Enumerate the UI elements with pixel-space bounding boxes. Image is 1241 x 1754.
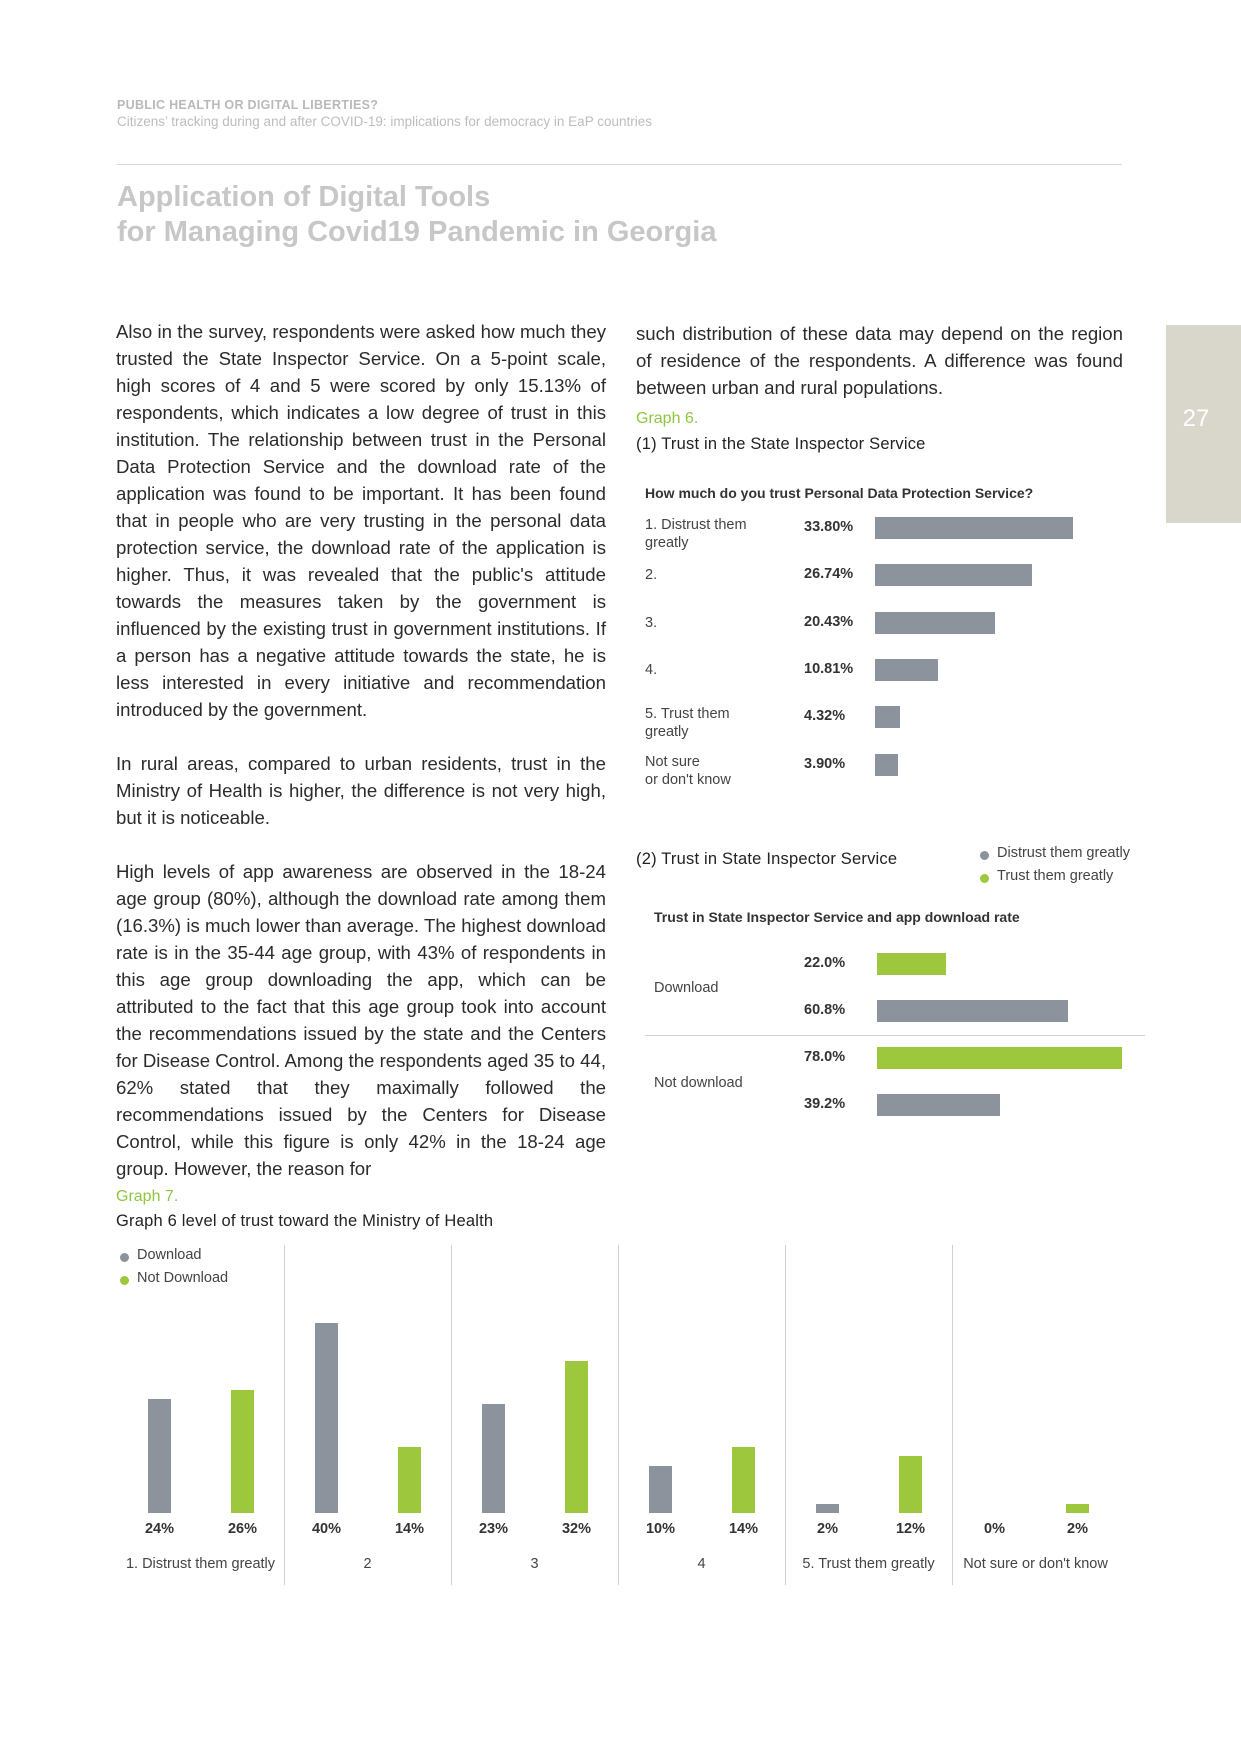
chart1-title: How much do you trust Personal Data Protection Service? (645, 485, 1034, 501)
chapter-title (117, 180, 1017, 250)
running-head-title: PUBLIC HEALTH OR DIGITAL LIBERTIES? (117, 98, 379, 112)
chart1-category-label: 3. (645, 614, 658, 631)
chart2-bar-trust-not-download (877, 1047, 1122, 1069)
graph6-part1-title: (1) Trust in the State Inspector Service (636, 435, 926, 453)
chart2-bar-trust-download (877, 953, 946, 975)
chart3-value-label: 26% (227, 1521, 258, 1537)
chart3-category-5-trust-them-greatly: 5. Trust them greatly (802, 1556, 935, 1572)
chart1-value-label: 20.43% (804, 613, 854, 630)
chart3-value-label: 0% (984, 1521, 1005, 1537)
chart2-value-label: 39.2% (804, 1096, 846, 1112)
chart1-category-label: 1. Distrust them greatly (645, 517, 747, 551)
chart1-bar-not-sure-or-don-t-know (875, 754, 898, 776)
graph7-label: Graph 7. (116, 1188, 179, 1205)
legend-dot-distrust (980, 851, 989, 860)
chart3-bar-download-4 (649, 1466, 672, 1514)
chart2-category-download: Download (654, 980, 719, 996)
chart3-value-label: 14% (728, 1521, 759, 1537)
graph7-title: Graph 6 level of trust toward the Ministry of Health (116, 1212, 494, 1230)
chart1-category-label: 5. Trust them greatly (645, 706, 730, 741)
chart3-group-separator (785, 1245, 786, 1585)
chart2-title: Trust in State Inspector Service and app download rate (654, 909, 1020, 925)
body-paragraph-1: Also in the survey, respondents were asked how much they trusted the State Inspector Service. On a 5-point scale, high scores of 4 and 5 were scored by only 15.13% of respondents, which indicates a low degree of trust in this institution. The relationship between trust in the Personal Data Protection Service and the download rate of the application was found to be important. It has been found that in people who are very trusting in the personal data protection service, the download rate of the application is higher. Thus, it was revealed that the public's attitude towards the measures taken by the government is influenced by the existing trust in government institutions. If a person has a negative attitude towards the state, he is less interested in every initiative and recommendation introduced by the government. (116, 321, 606, 720)
legend-label-not-download: Not Download (137, 1270, 229, 1286)
chart3-value-label: 12% (895, 1521, 926, 1537)
chart3-category-not-sure-or-don-t-know: Not sure or don't know (963, 1556, 1108, 1572)
legend-label-trust: Trust them greatly (997, 868, 1114, 884)
chapter-title-line-2: for Managing Covid19 Pandemic in Georgia (117, 216, 717, 248)
chart2-value-label: 60.8% (804, 1002, 846, 1018)
chart3-category-2: 2 (363, 1556, 372, 1572)
legend-dot-trust (980, 874, 989, 883)
legend-label-distrust: Distrust them greatly (997, 845, 1130, 861)
body-right-paragraph: such distribution of these data may depend on the region of residence of the respondents. A difference was found between urban and rural populations. (636, 323, 1123, 398)
chart3-group-separator (451, 1245, 452, 1585)
chart3-value-label: 14% (394, 1521, 425, 1537)
chart3-value-label: 2% (1067, 1521, 1088, 1537)
graph6-part2-title: (2) Trust in State Inspector Service (636, 850, 898, 868)
chart1-value-label: 3.90% (804, 755, 846, 772)
chart2-group-divider (645, 1035, 1145, 1036)
legend-label-download: Download (137, 1247, 202, 1263)
chart3-group-separator (952, 1245, 953, 1585)
chart1-value-label: 33.80% (804, 519, 854, 535)
chart1-value-label: 10.81% (804, 660, 854, 677)
chart1-bar-5-trust-them-greatly (875, 706, 900, 728)
chart3-value-label: 24% (144, 1521, 175, 1537)
chart3-bar-download-1-distrust-them-greatly (148, 1399, 171, 1513)
chart3-bar-download-5-trust-them-greatly (816, 1504, 839, 1514)
header-rule (117, 164, 1122, 165)
chart3-value-label: 32% (561, 1521, 592, 1537)
chart2-value-label: 22.0% (804, 955, 846, 971)
chart3-value-label: 2% (817, 1521, 838, 1537)
chart3-value-label: 23% (478, 1521, 509, 1537)
page-number: 27 (1182, 405, 1210, 432)
chart3-bar-not-download-1-distrust-them-greatly (231, 1390, 254, 1514)
chart3-bar-not-download-2 (398, 1447, 421, 1514)
body-paragraph-2: In rural areas, compared to urban residents, trust in the Ministry of Health is higher, the difference is not very high, but it is noticeable. (116, 753, 606, 828)
chart1-value-label: 4.32% (804, 708, 846, 725)
chart1-bar-2 (875, 564, 1032, 586)
chart1-bar-3 (875, 612, 995, 634)
chart3-bar-download-2 (315, 1323, 338, 1513)
chart1-category-label: Not sure or don't know (645, 753, 731, 788)
chapter-title-line-1: Application of Digital Tools (117, 181, 491, 213)
graph6-label: Graph 6. (636, 410, 699, 427)
chart1-value-label: 26.74% (804, 566, 854, 583)
legend-dot-download (120, 1253, 129, 1262)
chart2-category-not-download: Not download (654, 1075, 743, 1091)
chart3-value-label: 40% (311, 1521, 342, 1537)
chart3-bar-download-3 (482, 1404, 505, 1513)
running-head (117, 98, 1117, 131)
chart2-bar-distrust-not-download (877, 1094, 1000, 1116)
chart1-category-label: 4. (645, 661, 658, 678)
body-paragraph-3: High levels of app awareness are observed in the 18-24 age group (80%), although the download rate among them (16.3%) is much lower than average. The highest download rate is in the 35-44 age group, with 43% of respondents in this age group downloading the app, which can be attributed to the fact that this age group took into account the recommendations issued by the state and the Centers for Disease Control. Among the respondents aged 35 to 44, 62% stated that they maximally followed the recommendations issued by the Centers for Disease Control, while this figure is only 42% in the 18-24 age group. However, the reason for (116, 861, 606, 1179)
chart1-category-label: 2. (645, 567, 658, 584)
legend-dot-not-download (120, 1276, 129, 1285)
body-left-column (116, 318, 606, 1209)
chart3-category-3: 3 (530, 1556, 539, 1572)
chart2-bar-distrust-download (877, 1000, 1068, 1022)
chart3-bar-not-download-4 (732, 1447, 755, 1514)
chart3-bar-not-download-3 (565, 1361, 588, 1513)
chart3-value-label: 10% (645, 1521, 676, 1537)
chart2-value-label: 78.0% (804, 1049, 846, 1065)
chart3-group-separator (618, 1245, 619, 1585)
chart3-category-1-distrust-them-greatly: 1. Distrust them greatly (125, 1556, 276, 1572)
chart1-bar-4 (875, 659, 938, 681)
chart3-bar-not-download-not-sure-or-don-t-know (1066, 1504, 1089, 1514)
chart3-bar-not-download-5-trust-them-greatly (899, 1456, 922, 1513)
chart3-category-4: 4 (697, 1556, 706, 1572)
chart1-bar-1-distrust-them-greatly (875, 517, 1073, 539)
chart3-group-separator (284, 1245, 285, 1585)
running-head-subtitle: Citizens’ tracking during and after COVID-19: implications for democracy in EaP countries (117, 114, 652, 129)
